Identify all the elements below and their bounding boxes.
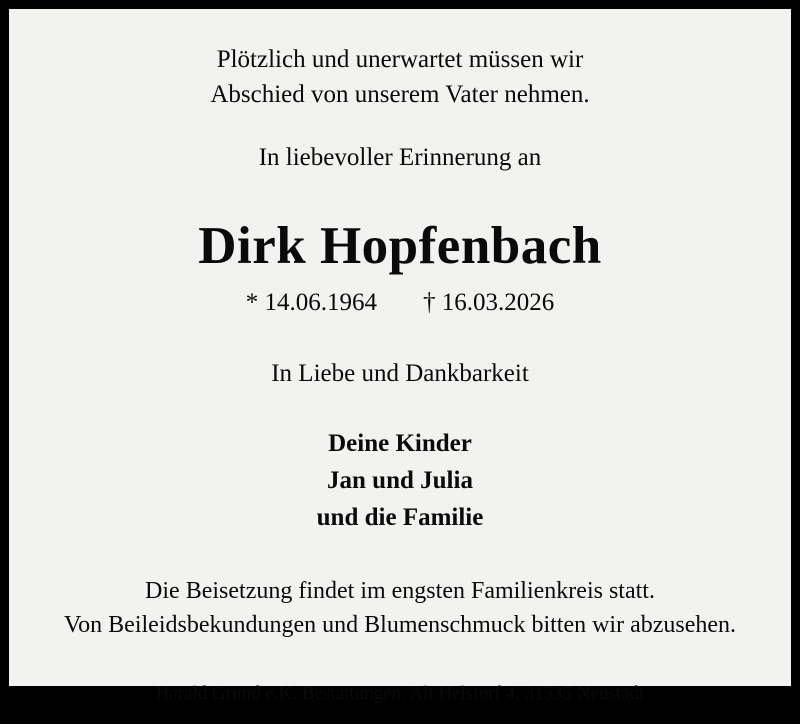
- intro-line-1: Plötzlich und unerwartet müssen wir: [216, 46, 584, 73]
- birth-date: * 14.06.1964: [245, 289, 377, 317]
- funeral-notice: [49, 574, 751, 642]
- memory-line: In liebevoller Erinnerung an: [258, 144, 542, 171]
- gratitude-line: In Liebe und Dankbarkeit: [271, 360, 529, 388]
- death-date: † 16.03.2026: [423, 289, 555, 317]
- family-line-1: Deine Kinder: [328, 429, 472, 457]
- family-line-3: und die Familie: [316, 503, 484, 531]
- notice-line-2: Von Beileidsbekundungen und Blumenschmuck bitten wir abzusehen.: [63, 611, 737, 638]
- intro-text: [49, 43, 751, 112]
- obituary-content: [9, 9, 791, 724]
- family-block: [49, 425, 751, 536]
- family-line-2: Jan und Julia: [327, 466, 473, 494]
- intro-line-2: Abschied von unserem Vater nehmen.: [210, 80, 590, 108]
- notice-line-1: Die Beisetzung findet im engsten Familienkreis statt.: [145, 577, 655, 604]
- funeral-home-credit: Harald Grund e.K. Bestattungen, Alt Helstorf 4, 31535 Neustadt: [155, 682, 645, 704]
- life-dates: [49, 288, 751, 318]
- deceased-name: Dirk Hopfenbach: [198, 216, 602, 275]
